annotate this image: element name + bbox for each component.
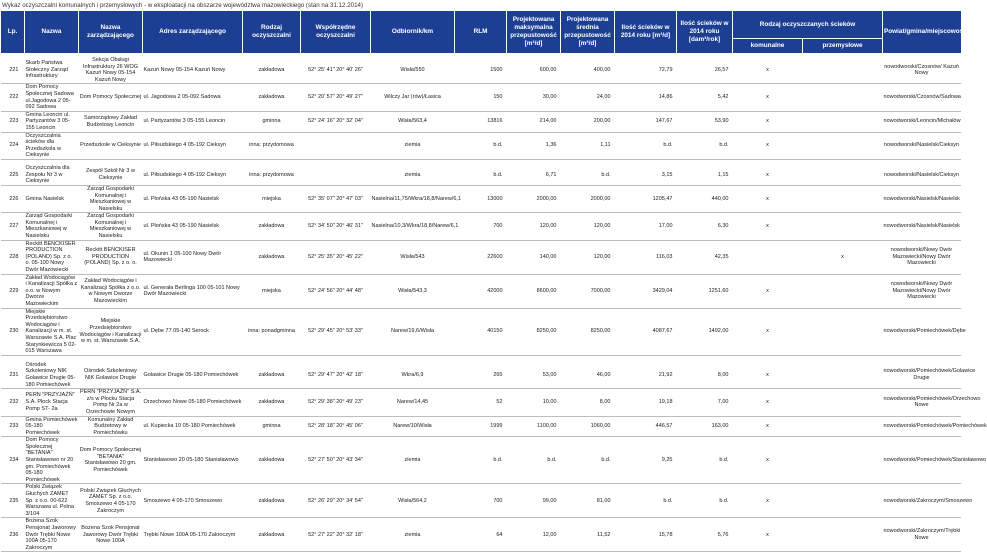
cell-komunalne: x (733, 132, 803, 159)
cell-ilosc-2014: 147,67 (615, 111, 677, 132)
col-header-powiat: Powiat/gmina/miejscowość (883, 11, 961, 53)
table-body (1, 57, 987, 552)
cell-lp: 229 (1, 274, 25, 308)
cell-nazwa-zarzadzajacego: Dom Pomocy Społecznej "BETANIA" Stanisławowo 20 gm. Pomiechówek (79, 437, 143, 484)
cell-lp: 233 (1, 416, 25, 437)
cell-nazwa: Zakład Wodociągów i Kanalizacji Spółka z o.o. w Nowym Dworze Mazowieckim (25, 274, 78, 307)
cell-przemyslowe (803, 132, 883, 159)
header-row (1, 11, 961, 39)
cell-ilosc-2014: b.d. (615, 484, 677, 518)
col-header-rodzaj: Rodzaj oczyszczalni (243, 11, 301, 53)
cell-przemyslowe (803, 84, 883, 111)
cell-rodzaj: inna: przydomowa (243, 132, 301, 159)
cell-nazwa-zarzadzajacego: Komunalny Zakład Budżetowy w Pomiechówku (79, 416, 143, 437)
cell-wspolrzedne: 52° 28' 18" 20° 45' 06" (301, 416, 371, 437)
cell-wspolrzedne: 52° 27' 50" 20° 43' 34" (301, 437, 371, 484)
cell-adres: ul. Generała Berlinga 100 05-101 Nowy Dwór Mazowiecki (143, 274, 243, 308)
cell-rlm: 64 (455, 518, 507, 552)
cell-nazwa: Dom Pomocy Społecznej Sadowa ul.Jagodowa 2 05-092 Sadowa (25, 84, 79, 111)
cell-ilosc-dam: 6,30 (677, 213, 733, 240)
cell-ilosc-dam: 5,76 (677, 518, 733, 552)
cell-nazwa: Oczyszczalnia ścieków dla Przedszkola w Cieksynie (25, 132, 79, 159)
col-header-proj-max: Projektowana maksymalna przepustowość [m³/d] (507, 11, 561, 53)
cell-komunalne: x (733, 274, 803, 308)
cell-powiat: nowodworski/Zakroczym/Trębki Nowe (883, 518, 961, 552)
cell-ilosc-2014: 19,18 (615, 389, 677, 416)
table-row (1, 484, 961, 518)
col-header-ilosc-2014: Ilość ścieków w 2014 roku [m³/d] (615, 11, 677, 53)
table-row (1, 165, 961, 186)
cell-adres: Golawice Drugie 05-180 Pomiechówek (143, 362, 243, 389)
cell-adres: ul. Piłsudskiego 4 05-192 Cieksyn (143, 132, 243, 159)
cell-powiat: nowodworski/Czosnów/Sadowa (883, 84, 961, 111)
cell-proj-max: 140,00 (507, 240, 561, 274)
cell-nazwa: Ośrodek Szkoleniowy NIK Golawice Drugie 05-180 Pomiechówek (25, 362, 79, 389)
cell-ilosc-dam: b.d. (677, 437, 733, 484)
cell-rodzaj: gminna (243, 111, 301, 132)
table-row (1, 84, 961, 111)
cell-ilosc-2014: 17,00 (615, 213, 677, 240)
cell-ilosc-dam: 5,42 (677, 84, 733, 111)
cell-adres: Orzechowo Nowe 05-180 Pomiechówek (143, 389, 243, 416)
table-row (1, 437, 961, 484)
cell-ilosc-dam: 1251,60 (677, 274, 733, 308)
table-row (1, 240, 961, 274)
cell-ilosc-dam: 7,00 (677, 389, 733, 416)
cell-powiat: nowodworski/Leoncin/Michałów (883, 111, 961, 132)
cell-odbiornik: Wilczy Jar (rów)/Łasica (371, 84, 455, 111)
cell-powiat: nowodworski/Nowy Dwór Mazowiecki/Nowy Dwór Mazowiecki (883, 274, 961, 308)
col-header-odbiornik: Odbiornik/km (371, 11, 455, 53)
table-row (1, 57, 961, 84)
cell-przemyslowe (803, 484, 883, 518)
cell-rlm: 700 (455, 484, 507, 518)
cell-lp: 223 (1, 111, 25, 132)
cell-nazwa: Polski Związek Głuchych ZAMET Sp. z o.o. 00-622 Warszawa ul. Polna 3/104 (25, 484, 79, 518)
col-header-ilosc-dam: Ilość ścieków w 2014 roku [dam³/rok] (677, 11, 733, 53)
col-header-komunalne: komunalne (733, 39, 803, 54)
cell-rodzaj: inna: ponadgminna (243, 308, 301, 355)
cell-rlm: 700 (455, 213, 507, 240)
cell-adres: ul. Płońska 43 05-190 Nasielsk (143, 213, 243, 240)
cell-wspolrzedne: 52° 29' 45" 20° 53' 33" (301, 308, 371, 355)
cell-nazwa: Zarząd Gospodarki Komunalnej i Mieszkaniowej w Nasielsku (25, 213, 79, 240)
cell-nazwa: Oczyszczalnia dla Zespołu Nr 3 w Cieksynie (25, 165, 79, 186)
cell-odbiornik: ziemia (371, 518, 455, 552)
cell-rodzaj: miejska (243, 274, 301, 308)
cell-ilosc-2014: 4087,67 (615, 308, 677, 355)
cell-wspolrzedne: 52° 35' 07" 20° 47' 03" (301, 185, 371, 212)
cell-lp: 231 (1, 362, 25, 389)
cell-ilosc-dam: 1492,00 (677, 308, 733, 355)
cell-proj-max: 8600,00 (507, 274, 561, 308)
cell-przemyslowe (803, 274, 883, 308)
table-row (1, 308, 961, 355)
cell-rodzaj: miejska (243, 185, 301, 212)
cell-powiat: nowodworski/Nasielsk/Cieksyn (883, 165, 961, 186)
cell-proj-sr: b.d. (561, 165, 615, 186)
cell-odbiornik: Wisła/543 (371, 240, 455, 274)
col-header-nazwa: Nazwa (25, 11, 79, 53)
cell-adres: Stanisławowo 20 05-180 Stanisławowo (143, 437, 243, 484)
table-row (1, 274, 961, 308)
cell-rodzaj: zakładowa (243, 240, 301, 274)
cell-ilosc-2014: b.d. (615, 132, 677, 159)
cell-odbiornik: Narew/14,45 (371, 389, 455, 416)
cell-nazwa-zarzadzajacego: Polski Związek Głuchych ZAMET Sp. z o.o. Smoszewo 4 05-170 Zakroczym (79, 484, 143, 518)
cell-proj-max: 53,00 (507, 362, 561, 389)
cell-ilosc-dam: 26,57 (677, 57, 733, 84)
cell-przemyslowe (803, 437, 883, 484)
cell-powiat: nowodworski/Nasielsk/Nasielsk (883, 213, 961, 240)
cell-adres: ul. Dębe 77 05-140 Serock (143, 308, 243, 355)
cell-proj-sr: b.d. (561, 437, 615, 484)
cell-komunalne: x (733, 518, 803, 552)
cell-ilosc-2014: 116,03 (615, 240, 677, 274)
cell-odbiornik: Wisła/550 (371, 57, 455, 84)
cell-nazwa-zarzadzajacego: Zarząd Gospodarki Komunalnej i Mieszkaniowej w Nasielsku (79, 213, 143, 240)
cell-rlm: 150 (455, 84, 507, 111)
cell-lp: 235 (1, 484, 25, 518)
cell-nazwa-zarzadzajacego: PERN "PRZYJAŹŃ" S.A. z/s w Płocku Stacja Pomp Nr 2a w Orzechowie Nowym (79, 389, 142, 415)
cell-proj-max: 10,00 (507, 389, 561, 416)
cell-nazwa-zarzadzajacego: Zespół Szkół Nr 3 w Cieksynie (79, 165, 143, 186)
cell-lp: 222 (1, 84, 25, 111)
cell-ilosc-2014: 72,79 (615, 57, 677, 84)
cell-nazwa-zarzadzajacego: Przedszkole w Cieksynie (79, 132, 143, 159)
cell-powiat: nowodworski/Nasielsk/Cieksyn (883, 132, 961, 159)
cell-ilosc-2014: 1205,47 (615, 185, 677, 212)
cell-przemyslowe (803, 185, 883, 212)
cell-adres: ul. Partyzantów 3 05-155 Leoncin (143, 111, 243, 132)
cell-przemyslowe (803, 518, 883, 552)
wwtp-table (0, 11, 987, 552)
cell-przemyslowe (803, 57, 883, 84)
cell-ilosc-2014: 9,25 (615, 437, 677, 484)
cell-proj-sr: 24,00 (561, 84, 615, 111)
cell-przemyslowe (803, 165, 883, 186)
cell-adres: ul. Kupiecka 10 05-180 Pomiechówek (143, 416, 243, 437)
cell-lp: 226 (1, 185, 25, 212)
cell-wspolrzedne: 52° 24' 56" 20° 44' 48" (301, 274, 371, 308)
cell-adres: Trębki Nowe 100A 05-170 Zakroczym (143, 518, 243, 552)
cell-proj-max: 600,00 (507, 57, 561, 84)
cell-ilosc-dam: 53,90 (677, 111, 733, 132)
cell-rlm: 13000 (455, 185, 507, 212)
cell-proj-max: 2000,00 (507, 185, 561, 212)
col-header-nazwa-zarzadzajacego: Nazwa zarządzającego (79, 11, 143, 53)
col-header-adres: Adres zarządzającego (143, 11, 243, 53)
cell-powiat: nowodworski/Pomiechówek/Pomiechówek (883, 416, 961, 437)
cell-lp: 234 (1, 437, 25, 484)
cell-proj-sr: 11,52 (561, 518, 615, 552)
cell-komunalne: x (733, 416, 803, 437)
cell-ilosc-2014: 21,92 (615, 362, 677, 389)
cell-adres: Smoszewo 4 05-170 Smoszewo (143, 484, 243, 518)
cell-adres: ul. Jagodowa 2 05-092 Sadowa (143, 84, 243, 111)
cell-odbiornik: Nasielna/11,75/Wkra/18,8/Narew/6,1 (371, 185, 455, 212)
cell-ilosc-dam: 1,15 (677, 165, 733, 186)
cell-powiat: nowodworski/Nowy Dwór Mazowiecki/Nowy Dwór Mazowiecki (883, 240, 961, 274)
cell-rodzaj: zakładowa (243, 389, 301, 416)
cell-proj-max: 99,00 (507, 484, 561, 518)
page-title: Wykaz oczyszczalni komunalnych i przemysłowych - w eksploatacji na obszarze województwa mazowieckiego (stan na 31.12.2014) (2, 2, 364, 9)
cell-wspolrzedne: 52° 27' 22" 20° 32' 18" (301, 518, 371, 552)
cell-nazwa: Bożena Szok Pensjonat Jaworowy Dwór Trębki Nowe 100A 05-170 Zakroczym (25, 518, 79, 552)
cell-nazwa: Gmina Nasielsk (25, 185, 79, 212)
cell-komunalne: x (733, 437, 803, 484)
cell-rlm: 22600 (455, 240, 507, 274)
cell-rlm: 1999 (455, 416, 507, 437)
cell-odbiornik: Wisła/563,4 (371, 111, 455, 132)
table-row (1, 111, 961, 132)
cell-odbiornik: ziemia (371, 132, 455, 159)
cell-wspolrzedne: 52° 25' 35" 20° 45' 22" (301, 240, 371, 274)
cell-nazwa-zarzadzajacego: Zarząd Gospodarki Komunalnej i Mieszkaniowej w Nasielsku (79, 185, 143, 212)
cell-proj-sr: 400,00 (561, 57, 615, 84)
cell-odbiornik: Narew/19,6/Wisła (371, 308, 455, 355)
cell-proj-sr: 8,00 (561, 389, 615, 416)
table-row (1, 416, 961, 437)
cell-przemyslowe: x (803, 240, 883, 274)
cell-proj-max: 1100,00 (507, 416, 561, 437)
cell-lp: 227 (1, 213, 25, 240)
cell-komunalne: x (733, 484, 803, 518)
cell-rlm: 52 (455, 389, 507, 416)
cell-rodzaj: inna: przydomowa (243, 165, 301, 186)
cell-przemyslowe (803, 416, 883, 437)
cell-ilosc-dam: 42,35 (677, 240, 733, 274)
cell-powiat: nowodworski/Pomiechówek/Golawice Drugie (883, 362, 961, 389)
cell-nazwa: PERN "PRZYJAŹŃ" S.A. Płock Stacja Pomp ST- 2a (25, 389, 79, 416)
cell-rodzaj: gminna (243, 416, 301, 437)
cell-rlm: b.d. (455, 132, 507, 159)
cell-komunalne: x (733, 389, 803, 416)
cell-rodzaj: zakładowa (243, 484, 301, 518)
cell-lp: 221 (1, 57, 25, 84)
cell-ilosc-2014: 3429,04 (615, 274, 677, 308)
col-header-proj-sr: Projektowana średnia przepustowość [m³/d] (561, 11, 615, 53)
cell-proj-max: 12,00 (507, 518, 561, 552)
cell-proj-max: 8250,00 (507, 308, 561, 355)
cell-odbiornik: Wisła/564,2 (371, 484, 455, 518)
cell-wspolrzedne: 52° 20' 57" 20° 49' 27" (301, 84, 371, 111)
cell-powiat: nowodworski/Pomiechówek/Stanisławowo (883, 437, 961, 484)
cell-rlm: 13816 (455, 111, 507, 132)
table-row (1, 362, 961, 389)
cell-nazwa-zarzadzajacego: Miejskie Przedsiębiorstwo Wodociągów i Kanalizacji w m. st. Warszawie S.A. (79, 308, 143, 355)
cell-proj-sr: 46,00 (561, 362, 615, 389)
cell-lp: 224 (1, 132, 25, 159)
cell-komunalne: x (733, 185, 803, 212)
table-row (1, 213, 961, 240)
cell-proj-sr: 1,11 (561, 132, 615, 159)
cell-nazwa-zarzadzajacego: Samorządowy Zakład Budżetowy Leoncin (79, 111, 143, 132)
cell-rodzaj: zakładowa (243, 437, 301, 484)
cell-wspolrzedne: 52° 26' 29" 20° 34' 54" (301, 484, 371, 518)
cell-lp: 230 (1, 308, 25, 355)
cell-wspolrzedne (301, 132, 371, 159)
cell-rlm: 40150 (455, 308, 507, 355)
cell-proj-sr: 120,00 (561, 213, 615, 240)
cell-lp: 225 (1, 165, 25, 186)
cell-adres: Kazuń Nowy 05-154 Kazuń Nowy (143, 57, 243, 84)
cell-adres: ul. Okunin 1 05-100 Nowy Dwór Mazowiecki (143, 240, 243, 274)
table-row (1, 518, 961, 552)
cell-ilosc-dam: 163,00 (677, 416, 733, 437)
cell-wspolrzedne: 52° 29' 47" 20° 42' 18" (301, 362, 371, 389)
cell-ilosc-2014: 15,78 (615, 518, 677, 552)
cell-wspolrzedne: 52° 34' 50" 20° 46' 31" (301, 213, 371, 240)
cell-komunalne: x (733, 362, 803, 389)
cell-rlm: b.d. (455, 437, 507, 484)
cell-proj-sr: 200,00 (561, 111, 615, 132)
cell-komunalne: x (733, 111, 803, 132)
cell-proj-max: 120,00 (507, 213, 561, 240)
cell-wspolrzedne: 52° 24' 16" 20° 32' 04" (301, 111, 371, 132)
cell-nazwa-zarzadzajacego: Zakład Wodociągów i Kanalizacji Spółka z o.o. w Nowym Dworze Mazowieckim (79, 274, 143, 308)
cell-lp: 228 (1, 240, 25, 274)
cell-proj-max: 6,71 (507, 165, 561, 186)
cell-przemyslowe (803, 308, 883, 355)
cell-proj-max: b.d. (507, 437, 561, 484)
cell-wspolrzedne: 52° 29' 38" 20° 49' 23" (301, 389, 371, 416)
cell-rodzaj: zakładowa (243, 57, 301, 84)
cell-ilosc-2014: 14,86 (615, 84, 677, 111)
cell-przemyslowe (803, 111, 883, 132)
cell-nazwa: Gmina Leoncin ul. Partyzantów 3 05-155 Leoncin (25, 111, 79, 132)
cell-odbiornik: Nasielna/10,3/Wkra/18,8/Narew/6,1 (371, 213, 455, 240)
cell-ilosc-dam: b.d. (677, 484, 733, 518)
cell-ilosc-dam: b.d. (677, 132, 733, 159)
cell-komunalne: x (733, 84, 803, 111)
cell-proj-sr: 2000,00 (561, 185, 615, 212)
cell-ilosc-2014: 446,57 (615, 416, 677, 437)
cell-powiat: nowodworski/Pomiechówek/Dębe (883, 308, 961, 355)
cell-rodzaj: zakładowa (243, 84, 301, 111)
cell-wspolrzedne: 52° 25' 41" 20° 40' 26" (301, 57, 371, 84)
col-header-wspolrzedne: Współrzędne oczyszczalni (301, 11, 371, 53)
cell-proj-sr: 8250,00 (561, 308, 615, 355)
cell-powiat: nowodworski/Zakroczym/Smoszewo (883, 484, 961, 518)
cell-nazwa: Dom Pomocy Społecznej "BETANIA" Stanisławowo nr 20 gm. Pomiechówek 05-180 Pomiechówek (25, 437, 79, 484)
cell-rlm: 1500 (455, 57, 507, 84)
col-header-rlm: RLM (455, 11, 507, 53)
cell-ilosc-2014: 3,15 (615, 165, 677, 186)
cell-komunalne: x (733, 165, 803, 186)
cell-proj-sr: 1060,00 (561, 416, 615, 437)
cell-rlm: 265 (455, 362, 507, 389)
cell-nazwa-zarzadzajacego: Sekcja Obsługi Infrastruktury 26 WOG Kazuń Nowy 05-154 Kazuń Nowy (79, 57, 143, 84)
cell-nazwa: Gmina Pomiechówek 05-180 Pomiechówek (25, 416, 78, 436)
cell-proj-sr: 7000,00 (561, 274, 615, 308)
cell-ilosc-dam: 8,00 (677, 362, 733, 389)
cell-rodzaj: zakładowa (243, 518, 301, 552)
cell-powiat: nowodworski/Pomiechówek/Orzechowo Nowe (883, 389, 961, 416)
cell-lp: 232 (1, 389, 25, 416)
cell-komunalne (733, 240, 803, 274)
cell-powiat: nowodworski/Nasielsk/Nasielsk (883, 185, 961, 212)
table-row (1, 389, 961, 416)
cell-odbiornik: ziemia (371, 165, 455, 186)
cell-adres: ul. Płońska 43 05-190 Nasielsk (143, 185, 243, 212)
cell-nazwa: Reckitt BENCKISER PRODUCTION (POLAND) Sp. z o. o. 05-100 Nowy Dwór Mazowiecki (25, 240, 79, 274)
cell-powiat: nowodworski/Czosnów/ Kazuń Nowy (883, 57, 961, 84)
cell-rodzaj: zakładowa (243, 362, 301, 389)
table-row (1, 132, 961, 159)
cell-proj-sr: 81,00 (561, 484, 615, 518)
cell-rlm: 42000 (455, 274, 507, 308)
cell-nazwa-zarzadzajacego: Bożena Szok Pensjonat Jaworowy Dwór Trębki Nowe 100A (79, 518, 143, 552)
cell-rlm: b.d. (455, 165, 507, 186)
cell-odbiornik: Wisła/543,3 (371, 274, 455, 308)
cell-komunalne: x (733, 57, 803, 84)
cell-proj-max: 214,00 (507, 111, 561, 132)
cell-nazwa-zarzadzajacego: Ośrodek Szkoleniowy NIK Golawice Drugie (79, 362, 143, 389)
cell-nazwa-zarzadzajacego: Dom Pomocy Społecznej (79, 84, 143, 111)
cell-nazwa: Miejskie Przedsiębiorstwo Wodociągów i Kanalizacji w m. st. Warszawie S.A. Plac Starynkiewicza 5 02-015 Warszawa (25, 308, 79, 355)
cell-przemyslowe (803, 389, 883, 416)
cell-odbiornik: ziemia (371, 437, 455, 484)
cell-komunalne: x (733, 308, 803, 355)
cell-komunalne: x (733, 213, 803, 240)
table-row (1, 185, 961, 212)
cell-proj-max: 1,36 (507, 132, 561, 159)
col-header-lp: Lp. (1, 11, 25, 53)
cell-nazwa: Skarb Państwa Stołeczny Zarząd Infrastruktury (25, 57, 79, 84)
cell-wspolrzedne (301, 165, 371, 186)
cell-proj-sr: 120,00 (561, 240, 615, 274)
cell-odbiornik: Wkra/6,9 (371, 362, 455, 389)
cell-lp: 236 (1, 518, 25, 552)
col-header-przemyslowe: przemysłowe (803, 39, 883, 54)
col-header-rodzaj-sciekow: Rodzaj oczyszczanych ścieków (733, 11, 883, 39)
cell-odbiornik: Narew/10/Wisła (371, 416, 455, 437)
cell-adres: ul. Piłsudskiego 4 05-192 Cieksyn (143, 165, 243, 186)
cell-przemyslowe (803, 362, 883, 389)
cell-proj-max: 30,00 (507, 84, 561, 111)
cell-ilosc-dam: 440,00 (677, 185, 733, 212)
cell-przemyslowe (803, 213, 883, 240)
cell-rodzaj: zakładowa (243, 213, 301, 240)
cell-nazwa-zarzadzajacego: Reckitt BENCKISER PRODUCTION (POLAND) Sp. z o. o. (79, 240, 143, 274)
